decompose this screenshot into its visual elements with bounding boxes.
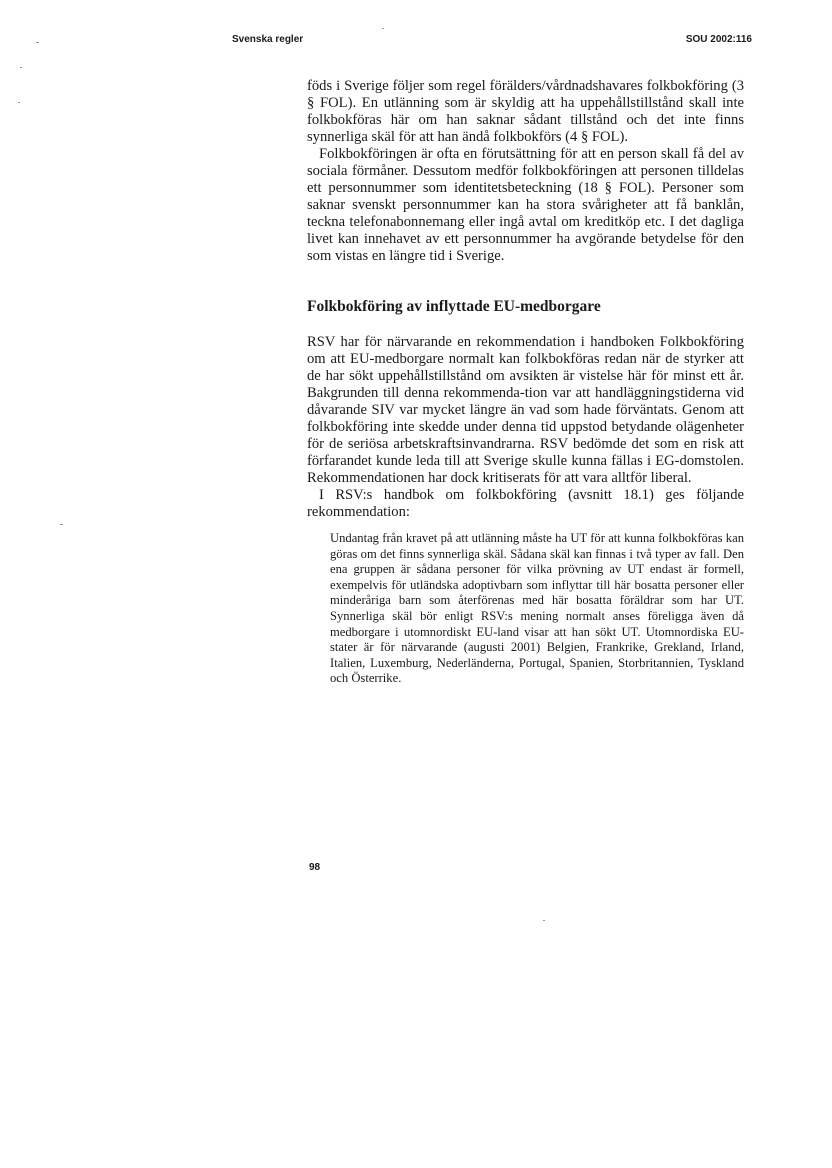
- block-quote: [330, 531, 744, 687]
- section-paragraph-2: I RSV:s handbok om folkbokföring (avsnitt 18.1) ges följande rekommendation:: [307, 487, 744, 520]
- scan-speck: [60, 524, 63, 525]
- scan-speck: [382, 28, 384, 29]
- body-paragraph-1: föds i Sverige följer som regel förälders/vårdnadshavares folkbokföring (3 § FOL). En utlänning som är skyldig att ha uppehållstillstånd skall inte folkbokföras här om han saknar sådant tillstånd och det inte finns synnerliga skäl för att han ändå folkbokförs (4 § FOL).: [307, 78, 744, 145]
- section-paragraph-1: RSV har för närvarande en rekommendation i handboken Folkbokföring om att EU-medborgare normalt kan folkbokföras redan när de styrker att de har sökt uppehållstillstånd om avsikten är vistelse här för minst ett år. Bakgrunden till denna rekommenda-tion var att handläggningstiderna vid dåvarande SIV var mycket längre än vad som hade förväntats. Genom att folkbokföring inte skedde under denna tid uppstod betydande olägenheter för de seriösa arbetskraftsinvandrarna. RSV bedömde det som en risk att förfarandet kunde leda till att Sverige skulle kunna fällas i EG-domstolen. Rekommendationen har dock kritiserats för att vara alltför liberal.: [307, 334, 744, 486]
- scan-speck: [18, 102, 20, 103]
- section-heading: Folkbokföring av inflyttade EU-medborgare: [307, 298, 601, 315]
- scan-speck: [20, 67, 22, 68]
- page-number: 98: [309, 862, 321, 873]
- quote-text: Undantag från kravet på att utlänning måste ha UT för att kunna folkbokföras kan göras om det finns synnerliga skäl. Sådana skäl kan finnas i två typer av fall. Den ena gruppen är sådana personer för vilka prövning av UT endast är formell, exempelvis för utländska adoptivbarn som inflyttar till här bosatta personer eller minderåriga barn som återförenas med här bosatta föräldrar som har UT. Synnerliga skäl bör enligt RSV:s mening normalt anses föreligga även då medborgare i utomnordiskt EU-land visar att han sökt UT. Utomnordiska EU-stater är för närvarande (augusti 2001) Belgien, Frankrike, Grekland, Irland, Italien, Luxemburg, Nederländerna, Portugal, Spanien, Storbritannien, Tyskland och Österrike.: [330, 531, 744, 686]
- scan-speck: [543, 920, 545, 921]
- section-spacer: [307, 265, 744, 298]
- main-text: [307, 78, 744, 687]
- quote-spacer: [307, 521, 744, 531]
- running-header: [232, 34, 752, 50]
- heading-spacer: [307, 316, 744, 334]
- header-section-title: Svenska regler: [232, 34, 304, 45]
- header-report-id: SOU 2002:116: [685, 34, 752, 45]
- scan-speck: [36, 42, 39, 43]
- body-paragraph-2: Folkbokföringen är ofta en förutsättning för att en person skall få del av sociala förmåner. Dessutom medför folkbokföringen att personen tilldelas ett personnummer som identitetsbeteckning (18 § FOL). Personer som saknar svenskt personnummer kan ha stora svårigheter att få banklån, teckna telefonabonnemang eller ingå avtal om kreditköp etc. I det dagliga livet kan innehavet av ett personnummer ha avgörande betydelse för den som vistas en längre tid i Sverige.: [307, 146, 744, 264]
